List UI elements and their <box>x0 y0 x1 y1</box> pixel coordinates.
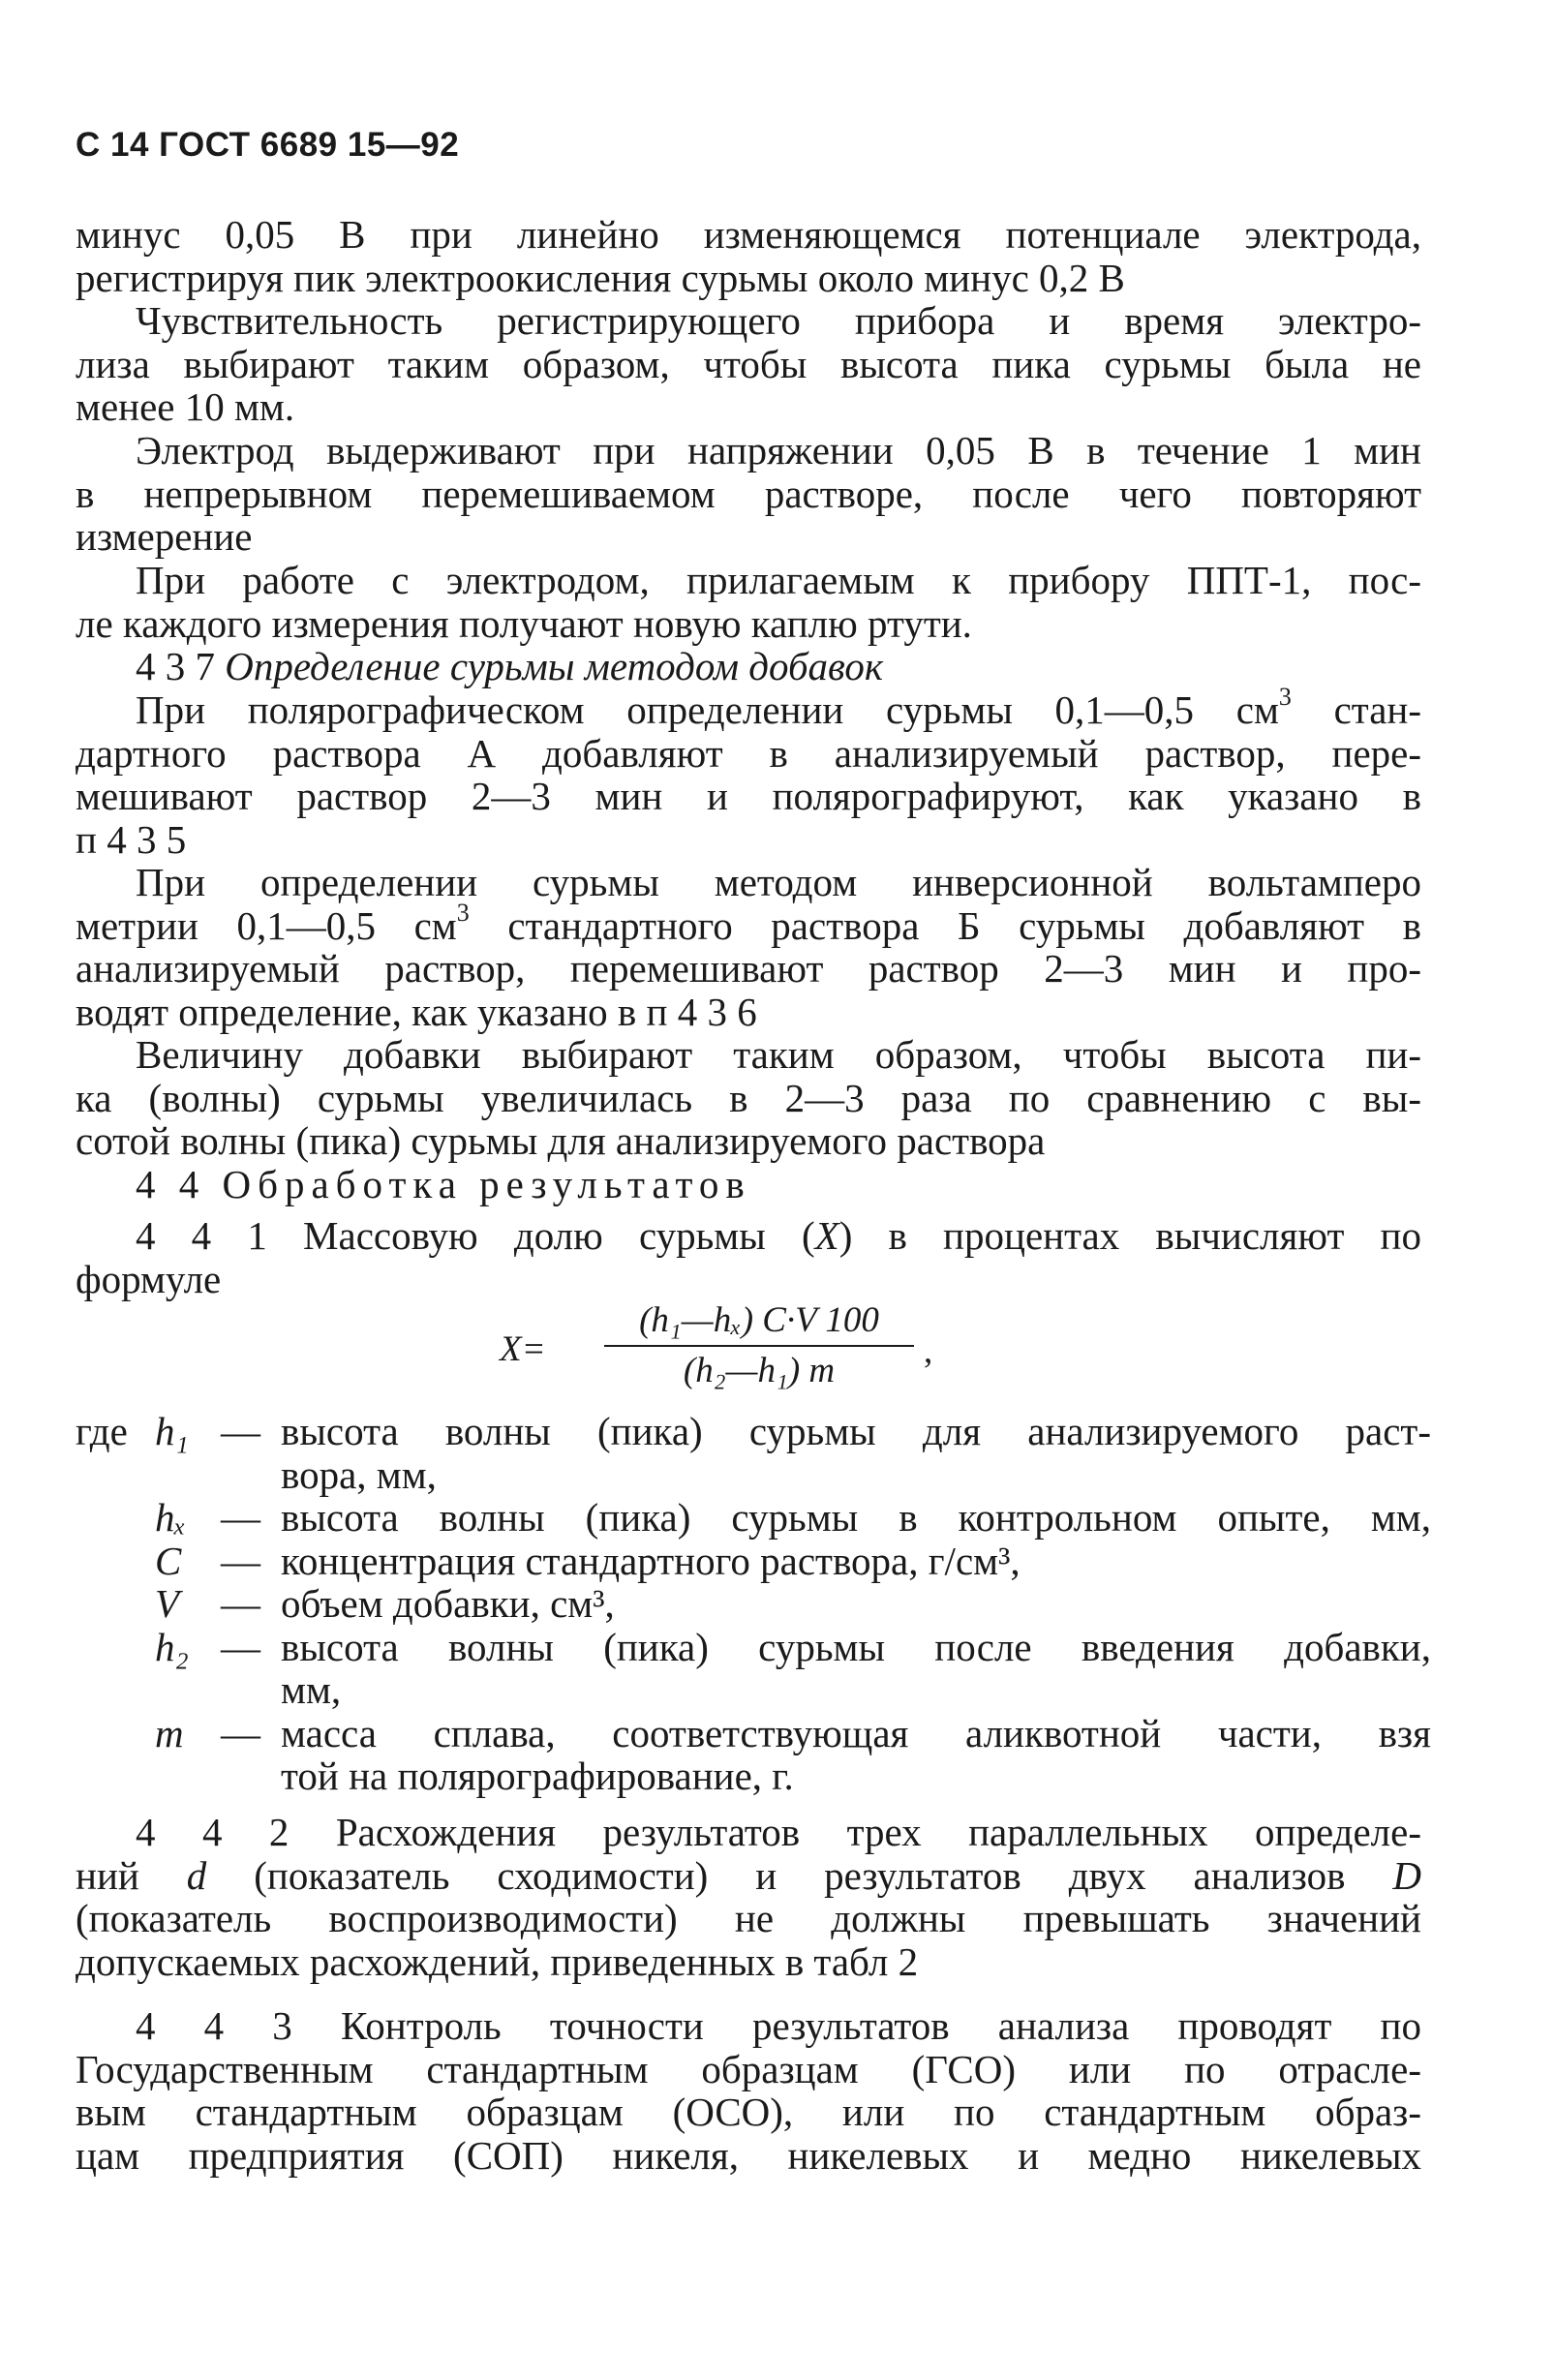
variable-symbol: C <box>155 1538 182 1583</box>
page-header: С 14 ГОСТ 6689 15—92 <box>76 126 460 164</box>
definition-text: высота волны (пика) сурьмы после введения добавки, <box>281 1624 1431 1669</box>
paragraph-2 <box>76 299 1421 429</box>
variable-symbol: hₓ <box>155 1495 187 1540</box>
section-title: 4 4 Обработка результатов <box>136 1162 751 1206</box>
definition-dash: — <box>221 1495 260 1540</box>
paragraph-8 <box>76 1214 1421 1300</box>
paragraph-5 <box>76 683 1421 862</box>
definition-dash: — <box>221 1581 260 1626</box>
section-title: Определение сурьмы методом добавок <box>225 644 883 688</box>
paragraph-6 <box>76 861 1421 1033</box>
text-line: Государственным стандартным образцам (ГСО) или по отрасле- <box>76 2046 1421 2091</box>
text-line: При полярографическом определении сурьмы 0,1—0,5 $см^3$ стан- <box>136 683 1421 732</box>
section-heading-437 <box>76 645 1421 688</box>
definition-dash: — <box>221 1710 260 1755</box>
text-line: регистрируя пик электроокисления сурьмы около минус 0,2 В <box>76 255 1125 300</box>
text-line: (показатель воспроизводимости) не должны превышать значений <box>76 1896 1421 1940</box>
text-line: метрии 0,1—0,5 $см^3$ стандартного раствора Б сурьмы добавляют в <box>76 898 1422 948</box>
definition-dash: — <box>221 1624 260 1669</box>
paragraph-4 <box>76 559 1421 645</box>
text-line: цам предприятия (СОП) никеля, никелевых и медно никелевых <box>76 2132 1421 2178</box>
text-line: При определении сурьмы методом инверсионной вольтамперо <box>136 860 1421 904</box>
text-line: Чувствительность регистрирующего прибора и время электро- <box>136 298 1421 343</box>
text-line: минус 0,05 В при линейно изменяющемся потенциале электрода, <box>76 212 1421 257</box>
definition-text: масса сплава, соответствующая аликвотной части, взя <box>281 1710 1431 1755</box>
text-line: п 4 3 5 <box>76 816 187 862</box>
formula-numerator: (h₁—hₓ) C·V 100 <box>639 1300 879 1340</box>
variable-symbol: h₁ <box>155 1409 189 1453</box>
paragraph-9 <box>76 1811 1421 1983</box>
paragraph-10 <box>76 2004 1421 2177</box>
definition-row <box>76 1540 1431 1583</box>
formula <box>500 1301 955 1408</box>
definition-row <box>76 1410 1431 1453</box>
definition-text: концентрация стандартного раствора, г/см³, <box>281 1538 1021 1583</box>
formula-denominator: (h₂—h₁) m <box>683 1351 836 1390</box>
definition-row <box>76 1626 1431 1669</box>
section-heading-44 <box>76 1163 1421 1206</box>
definition-dash: — <box>221 1409 260 1453</box>
definition-row <box>76 1712 1431 1755</box>
paragraph-1 <box>76 213 1421 299</box>
definition-continuation: мм, <box>281 1667 342 1712</box>
fraction-bar <box>604 1345 914 1347</box>
variable-symbol: V <box>155 1581 180 1626</box>
text-line: Величину добавки выбирают таким образом, чтобы высота пи- <box>136 1032 1421 1077</box>
text-line: измерение <box>76 514 253 559</box>
paragraph-7 <box>76 1033 1421 1163</box>
text-line: 4 4 3 Контроль точности результатов анализа проводят по <box>136 2003 1421 2048</box>
variable-symbol: h₂ <box>155 1624 189 1669</box>
text-line: сотой волны (пика) сурьмы для анализируемого раствора <box>76 1118 1046 1163</box>
text-line: При работе с электродом, прилагаемым к прибору ППТ-1, пос- <box>136 558 1421 602</box>
definition-text: высота волны (пика) сурьмы в контрольном опыте, мм, <box>281 1495 1431 1540</box>
text-line: ка (волны) сурьмы увеличилась в 2—3 раза по сравнению с вы- <box>76 1075 1421 1120</box>
text-line: дартного раствора А добавляют в анализируемый раствор, пере- <box>76 730 1421 776</box>
paragraph-3 <box>76 429 1421 559</box>
text-line: менее 10 мм. <box>76 384 295 429</box>
variable-definitions <box>76 1410 1431 1798</box>
where-lead: где <box>76 1409 128 1453</box>
text-line: в непрерывном перемешиваемом растворе, после чего повторяют <box>76 471 1421 516</box>
text-line: анализируемый раствор, перемешивают раствор 2—3 мин и про- <box>76 946 1421 991</box>
text-line: водят определение, как указано в п 4 3 6 <box>76 989 757 1034</box>
text-line: 4 4 1 Массовую долю сурьмы (X) в процентах вычисляют по <box>136 1213 1421 1258</box>
definition-continuation: той на полярографирование, г. <box>281 1754 794 1798</box>
variable-symbol: m <box>155 1710 184 1755</box>
formula-comma: , <box>924 1331 933 1371</box>
text-line: Электрод выдерживают при напряжении 0,05 В в течение 1 мин <box>136 428 1421 473</box>
text-line: ле каждого измерения получают новую каплю ртути. <box>76 600 972 646</box>
definition-text: высота волны (пика) сурьмы для анализируемого раст- <box>281 1409 1431 1453</box>
section-number: 4 3 7 <box>136 644 215 688</box>
definition-row <box>76 1496 1431 1540</box>
text-line: допускаемых расхождений, приведенных в табл 2 <box>76 1938 919 1984</box>
text-line: формуле <box>76 1256 222 1301</box>
text-line: ний d (показатель сходимости) и результатов двух анализов D <box>76 1852 1422 1898</box>
text-line: 4 4 2 Расхождения результатов трех параллельных определе- <box>136 1810 1421 1854</box>
definition-dash: — <box>221 1538 260 1583</box>
text-line: мешивают раствор 2—3 мин и полярографируют, как указано в <box>76 774 1421 818</box>
text-line: лиза выбирают таким образом, чтобы высота пика сурьмы была не <box>76 341 1421 386</box>
definition-row <box>76 1582 1431 1626</box>
definition-continuation: вора, мм, <box>281 1451 437 1497</box>
definition-text: объем добавки, см³, <box>281 1581 615 1626</box>
text-line: вым стандартным образцам (ОСО), или по стандартным образ- <box>76 2090 1421 2134</box>
formula-lhs: X= <box>500 1329 546 1369</box>
